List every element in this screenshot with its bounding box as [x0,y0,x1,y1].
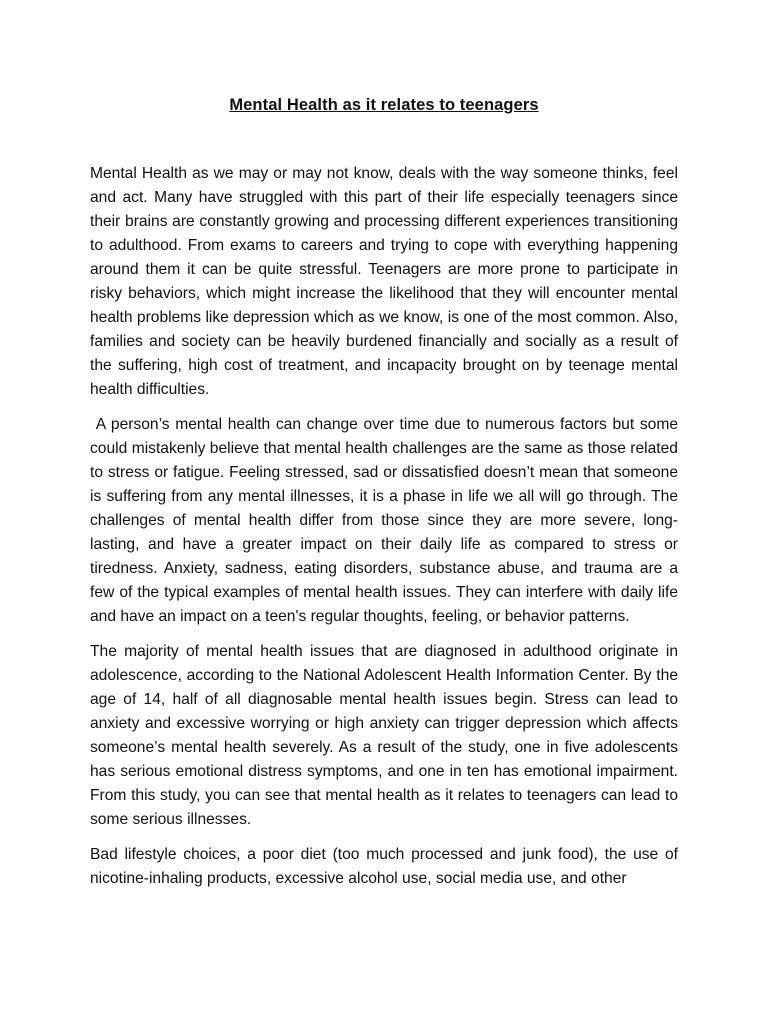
paragraph-mental-health-change: A person’s mental health can change over time due to numerous factors but some could mistakenly believe that mental health challenges are the same as those related to stress or fatigue. Feeling stressed, sad or dissatisfied doesn’t mean that someone is suffering from any mental illnesses, it is a phase in life we all will go through. The challenges of mental health differ from those since they are more severe, long-lasting, and have a greater impact on their daily life as compared to stress or tiredness. Anxiety, sadness, eating disorders, substance abuse, and trauma are a few of the typical examples of mental health issues. They can interfere with daily life and have an impact on a teen's regular thoughts, feeling, or behavior patterns. [90,416,683,625]
document-page [90,0,683,1024]
document-title: Mental Health as it relates to teenagers [229,96,539,114]
paragraph-lifestyle-choices: Bad lifestyle choices, a poor diet (too much processed and junk food), the use of nicotine-inhaling products, excessive alcohol use, social media use, and other [90,846,678,887]
paragraph-intro: Mental Health as we may or may not know, deals with the way someone thinks, feel and act. Many have struggled with this part of their life especially teenagers since their brains are constantly growing and processing different experiences transitioning to adulthood. From exams to careers and trying to cope with everything happening around them it can be quite stressful. Teenagers are more prone to participate in risky behaviors, which might increase the likelihood that they will encounter mental health problems like depression which as we know, is one of the most common. Also, families and society can be heavily burdened financially and socially as a result of the suffering, high cost of treatment, and incapacity brought on by teenage mental health difficulties. [90,165,678,398]
document-body [90,162,683,891]
paragraph-adolescence-origin: The majority of mental health issues that are diagnosed in adulthood originate in adolescence, according to the National Adolescent Health Information Center. By the age of 14, half of all diagnosable mental health issues begin. Stress can lead to anxiety and excessive worrying or high anxiety can trigger depression which affects someone’s mental health severely. As a result of the study, one in five adolescents has serious emotional distress symptoms, and one in ten has emotional impairment. From this study, you can see that mental health as it relates to teenagers can lead to some serious illnesses. [90,643,678,828]
